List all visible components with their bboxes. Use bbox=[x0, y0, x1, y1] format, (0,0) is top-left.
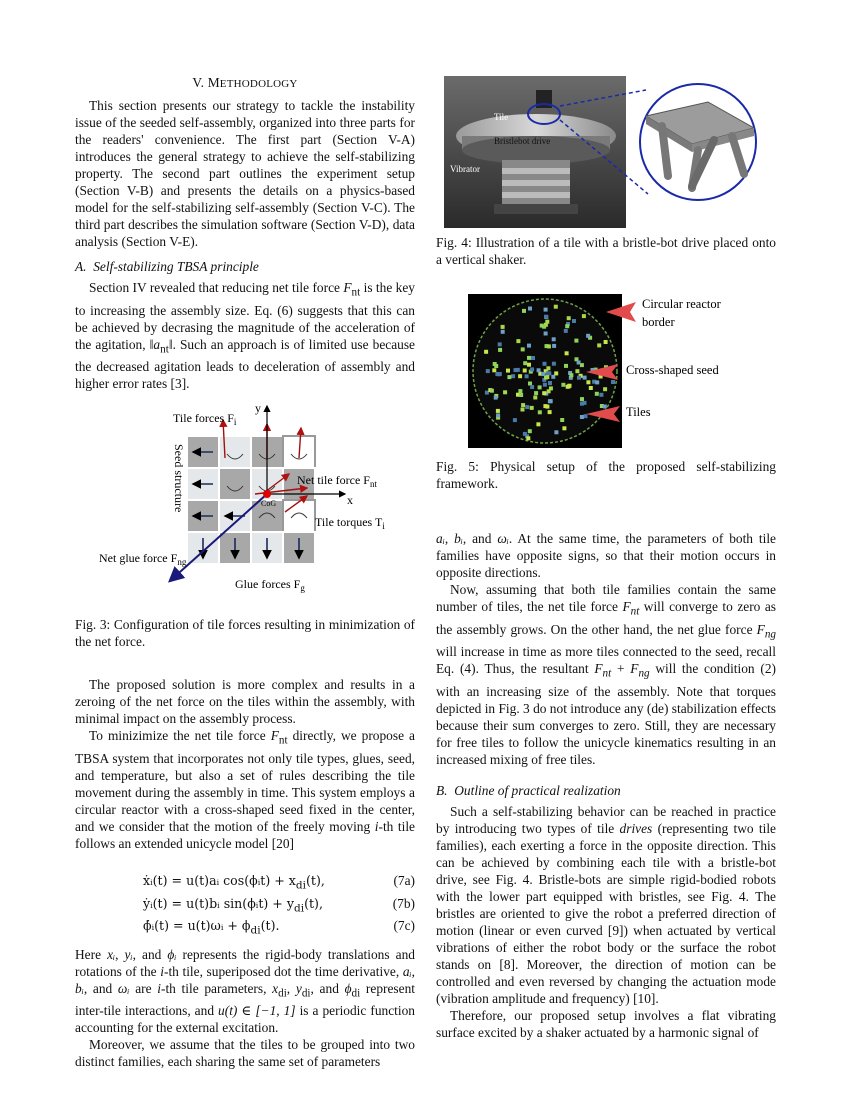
tile-dot bbox=[586, 380, 590, 384]
tile-dot bbox=[527, 363, 531, 367]
tile-dot bbox=[567, 316, 571, 320]
tile-dot bbox=[518, 374, 522, 378]
tile-dot bbox=[574, 339, 578, 343]
tile-dot bbox=[595, 380, 599, 384]
paragraph-therefore: Therefore, our proposed setup involves a flat vibrating surface excited by a shaker actuated by a harmonic signal of bbox=[436, 1008, 776, 1041]
equations bbox=[75, 872, 415, 940]
tile-dot bbox=[544, 315, 548, 319]
seed-structure-label: Seed structure bbox=[172, 444, 186, 513]
equation-7b: ẏᵢ(t) = u(t)bᵢ sin(ϕᵢt) + $y_{di}(t)$, (7b) bbox=[143, 895, 415, 915]
figure-5 bbox=[436, 294, 776, 450]
tile-dot bbox=[548, 410, 552, 414]
tile-dot bbox=[599, 393, 603, 397]
seed-label: Cross-shaped seed bbox=[626, 363, 719, 377]
tile-dot bbox=[521, 403, 525, 407]
tile-dot bbox=[506, 369, 510, 373]
tile-dot bbox=[575, 369, 579, 373]
tile-dot bbox=[511, 374, 515, 378]
tile-dot bbox=[546, 371, 550, 375]
tile-dot bbox=[528, 429, 532, 433]
tile-dot bbox=[589, 386, 593, 390]
tile-dot bbox=[490, 389, 494, 393]
subsection-a-title: A. Self-stabilizing TBSA principle bbox=[75, 259, 259, 274]
tile-dot bbox=[562, 426, 566, 430]
tile-forces-diagram bbox=[75, 402, 415, 614]
tile-dot bbox=[604, 340, 608, 344]
tile-label: Tile bbox=[494, 112, 509, 122]
tile-dot bbox=[577, 361, 581, 365]
tile-dot bbox=[586, 334, 590, 338]
section-title: V. METHODOLOGY bbox=[192, 75, 298, 90]
cog-label: CoG bbox=[261, 499, 277, 509]
tile-dot bbox=[526, 436, 530, 440]
tile-dot bbox=[503, 390, 507, 394]
tile-dot bbox=[569, 373, 573, 377]
equation-7c: ϕ̇ᵢ(t) = u(t)ωᵢ + $\phi_{di}(t)$. (7c) bbox=[143, 918, 415, 937]
border-label-1: Circular reactor bbox=[642, 297, 721, 311]
tile-dot bbox=[611, 380, 615, 384]
vibrator-label: Vibrator bbox=[450, 164, 480, 174]
bristlebot-shaker-illustration bbox=[436, 76, 776, 228]
tile-dot bbox=[534, 391, 538, 395]
tile-dot bbox=[561, 383, 565, 387]
tile-dot bbox=[542, 391, 546, 395]
tile-forces-label: Tile forces $F_i$ bbox=[173, 411, 237, 428]
tile-dot bbox=[501, 325, 505, 329]
paragraph-minimize: To minizimize the net tile force $F_{nt}$ directly, we propose a TBSA system that incorporates not only tile types, glues, seed, and temperature, but also a set of rules describing the tile movement during the assembly in time. This system employs a circular reactor with a cross-shaped seed fixed in the center, and we consider that the motion of the freely moving i-th tile follows an extended unicycle model [20] bbox=[75, 728, 416, 852]
x-label: x bbox=[347, 493, 353, 508]
tile-dot bbox=[498, 348, 502, 352]
figure-4 bbox=[436, 76, 776, 228]
tile-dot bbox=[545, 405, 549, 409]
figure-5-caption: Fig. 5: Physical setup of the proposed self-stabilizing framework. bbox=[436, 459, 776, 491]
tile-dot bbox=[565, 351, 569, 355]
tile-dot bbox=[546, 366, 550, 370]
tile-dot bbox=[522, 309, 526, 313]
tile-dot bbox=[530, 385, 534, 389]
paragraph-moreover: Moreover, we assume that the tiles to be grouped into two distinct families, each sharing the same set of parameters bbox=[75, 1037, 415, 1070]
tile-dot bbox=[516, 339, 520, 343]
tile-dot bbox=[492, 368, 496, 372]
border-label-2: border bbox=[642, 315, 675, 329]
tile-dot bbox=[544, 332, 548, 336]
tile-dot bbox=[514, 368, 518, 372]
paragraph-families: aᵢ, bᵢ, and ωᵢ. At the same time, the parameters of both tile families have opposite signs, so that their motion occurs in opposite directions. bbox=[436, 531, 776, 580]
tile-dot bbox=[527, 344, 531, 348]
tile-dot bbox=[552, 362, 556, 366]
tile-dot bbox=[521, 347, 525, 351]
tile-dot bbox=[536, 422, 540, 426]
tile-dot bbox=[564, 329, 568, 333]
tile-dot bbox=[552, 337, 556, 341]
tile-dot bbox=[498, 342, 502, 346]
subsection-b-title: B. Outline of practical realization bbox=[436, 783, 621, 799]
tile-dot bbox=[523, 369, 527, 373]
tile-dot bbox=[537, 368, 541, 372]
paragraph-b: Such a self-stabilizing behavior can be reached in practice by introducing two types of tile drives (representing two tile families), each exerting a force in the opposite direction. This can be achieved by combining each tile with a bristle-bot drive, see Fig. 4. Bristle-bots are simple rigid-bodied robots with the lower part equipped with bristles, see Fig. 4. The bristles are oriented to give the robot a preferred direction of motion (linear or even curved [9]) when actuated by vertical vibrations of either the robot body or the surface the robot stands on [8]. Moreover, the direction of motion can be controlled and even reversed by changing the actuation mode (vibration amplitude and frequency) [10]. bbox=[436, 804, 776, 1007]
tile-dot bbox=[580, 415, 584, 419]
tile-dot bbox=[519, 393, 523, 397]
tile-dot bbox=[603, 405, 607, 409]
figure-3 bbox=[75, 402, 415, 614]
tile-dot bbox=[544, 308, 548, 312]
right-column bbox=[436, 76, 776, 1041]
tile-dot bbox=[530, 406, 534, 410]
tile-dot bbox=[538, 410, 542, 414]
tile-dot bbox=[533, 396, 537, 400]
tile-dot bbox=[552, 344, 556, 348]
tile-dot bbox=[495, 372, 499, 376]
tile-dot bbox=[547, 344, 551, 348]
tile-dot bbox=[513, 418, 517, 422]
tile-dot bbox=[580, 397, 584, 401]
tile-dot bbox=[501, 330, 505, 334]
paragraph-now: Now, assuming that both tile families contain the same number of tiles, the net tile force $F_{nt}$ will converge to zero as the assembly grows. On the other hand, the net glue force $F_{ng}$ will increase in time as more tiles connected to the seed, recall Eq. (4). Thus, the resultant $F_{nt} + F_{ng}$ will the condition (2) with an increasing size of the assembly. Note that torques depicted in Fig. 3 do not introduce any (de) stabilization effects because their sum converges to zero. Still, they are necessary for free tiles to follow the unicycle kinematics resulting in an increased mixing of free tiles. bbox=[436, 582, 777, 768]
intro-paragraph: This section presents our strategy to tackle the instability issue of the seeded self-assembly, organized into three parts for the readers' convenience. The first part (Section V-A) introduces the general strategy to achieve the self-stabilizing property. The second part outlines the experiment setup (Section V-B) and presents the details on a physics-based model for the self-stabilizing self-assembly (Section V-C). The third part describes the simulation software (Section V-D), data analysis (Section V-E). bbox=[75, 98, 415, 249]
tile-dot bbox=[554, 305, 558, 309]
figure-4-caption: Fig. 4: Illustration of a tile with a bristle-bot drive placed onto a vertical shaker. bbox=[436, 235, 776, 267]
tile-dot bbox=[527, 356, 531, 360]
tile-dot bbox=[494, 364, 498, 368]
tile-dot bbox=[549, 386, 553, 390]
tile-dot bbox=[582, 314, 586, 318]
tile-dot bbox=[485, 391, 489, 395]
tile-dot bbox=[572, 319, 576, 323]
tile-dot bbox=[554, 371, 558, 375]
tile-dot bbox=[584, 414, 588, 418]
tile-dot bbox=[565, 324, 569, 328]
tile-dot bbox=[595, 392, 599, 396]
tile-dot bbox=[523, 361, 527, 365]
equation-7a: ẋᵢ(t) = u(t)aᵢ cos(ϕᵢt) + $x_{di}(t)$, (7a) bbox=[143, 873, 415, 892]
tile-dot bbox=[583, 376, 587, 380]
tile-dot bbox=[528, 382, 532, 386]
tile-dot bbox=[494, 396, 498, 400]
figure-3-caption: Fig. 3: Configuration of tile forces resulting in minimization of the net force. bbox=[75, 617, 415, 650]
cog-marker bbox=[263, 490, 271, 498]
tile-grid bbox=[187, 436, 315, 564]
bristlebot-label: Bristlebot drive bbox=[494, 136, 551, 146]
tile-dot bbox=[530, 367, 534, 371]
tile-dot bbox=[566, 385, 570, 389]
tile-dot bbox=[528, 307, 532, 311]
tiles-label: Tiles bbox=[626, 405, 651, 419]
tile-dot bbox=[597, 343, 601, 347]
tile-dot bbox=[521, 408, 525, 412]
net-tile-force-label: Net tile force $F_{nt}$ bbox=[297, 473, 377, 490]
tile-dot bbox=[484, 350, 488, 354]
tile-dot bbox=[580, 402, 584, 406]
net-glue-force-label: Net glue force $F_{ng}$ bbox=[99, 551, 187, 568]
tile-dot bbox=[541, 372, 545, 376]
tile-dot bbox=[518, 389, 522, 393]
glue-forces-label: Glue forces $F_g$ bbox=[235, 577, 305, 594]
tile-dot bbox=[507, 375, 511, 379]
y-label: y bbox=[255, 402, 261, 416]
paragraph-here: Here xᵢ, yᵢ, and ϕᵢ represents the rigid-body translations and rotations of the i-th tile, superiposed dot the time derivative, aᵢ, bᵢ, and ωᵢ are i-th tile parameters, $x_{di}$, $y_{di}$, and $\phi_{di}$ represent inter-tile interactions, and u(t) ∈ [−1, 1] is a periodic function accounting for the external excitation. bbox=[75, 946, 415, 1036]
tile-dot bbox=[542, 325, 546, 329]
tile-dot bbox=[496, 409, 500, 413]
paragraph-a: Section IV revealed that reducing net tile force $F_{nt}$ is the key to increasing the assembly size. Eq. (6) suggests that this can be achieved by decrasing the magnitude of the acceleration of the agitation, $‖a_{nt}‖$. Such an approach is of limited use because the decreased agitation leads to deceleration of assembly and higher error rates [3]. bbox=[75, 280, 415, 392]
tile-dot bbox=[560, 418, 564, 422]
tile-dot bbox=[543, 362, 547, 366]
tile-dot bbox=[554, 430, 558, 434]
tile-dot bbox=[549, 399, 553, 403]
tile-torques-label: Tile torques $T_i$ bbox=[315, 515, 385, 532]
tile-dot bbox=[486, 369, 490, 373]
tile-dot bbox=[496, 413, 500, 417]
tile-dot bbox=[543, 383, 547, 387]
reactor-photo bbox=[436, 294, 776, 450]
tile-dot bbox=[525, 374, 529, 378]
tile-dot bbox=[603, 387, 607, 391]
tile-dot bbox=[545, 320, 549, 324]
tile-dot bbox=[545, 375, 549, 379]
left-column bbox=[75, 72, 415, 1070]
paragraph-solution: The proposed solution is more complex and results in a zeroing of the net force on the tiles within the assembly, with minimal impact on the assembly process. bbox=[75, 677, 415, 727]
tile-dot bbox=[538, 385, 542, 389]
tile-dot bbox=[525, 405, 529, 409]
tile-dot bbox=[548, 381, 552, 385]
tile-dot bbox=[577, 376, 581, 380]
tile-dot bbox=[564, 364, 568, 368]
tile-dot bbox=[531, 356, 535, 360]
